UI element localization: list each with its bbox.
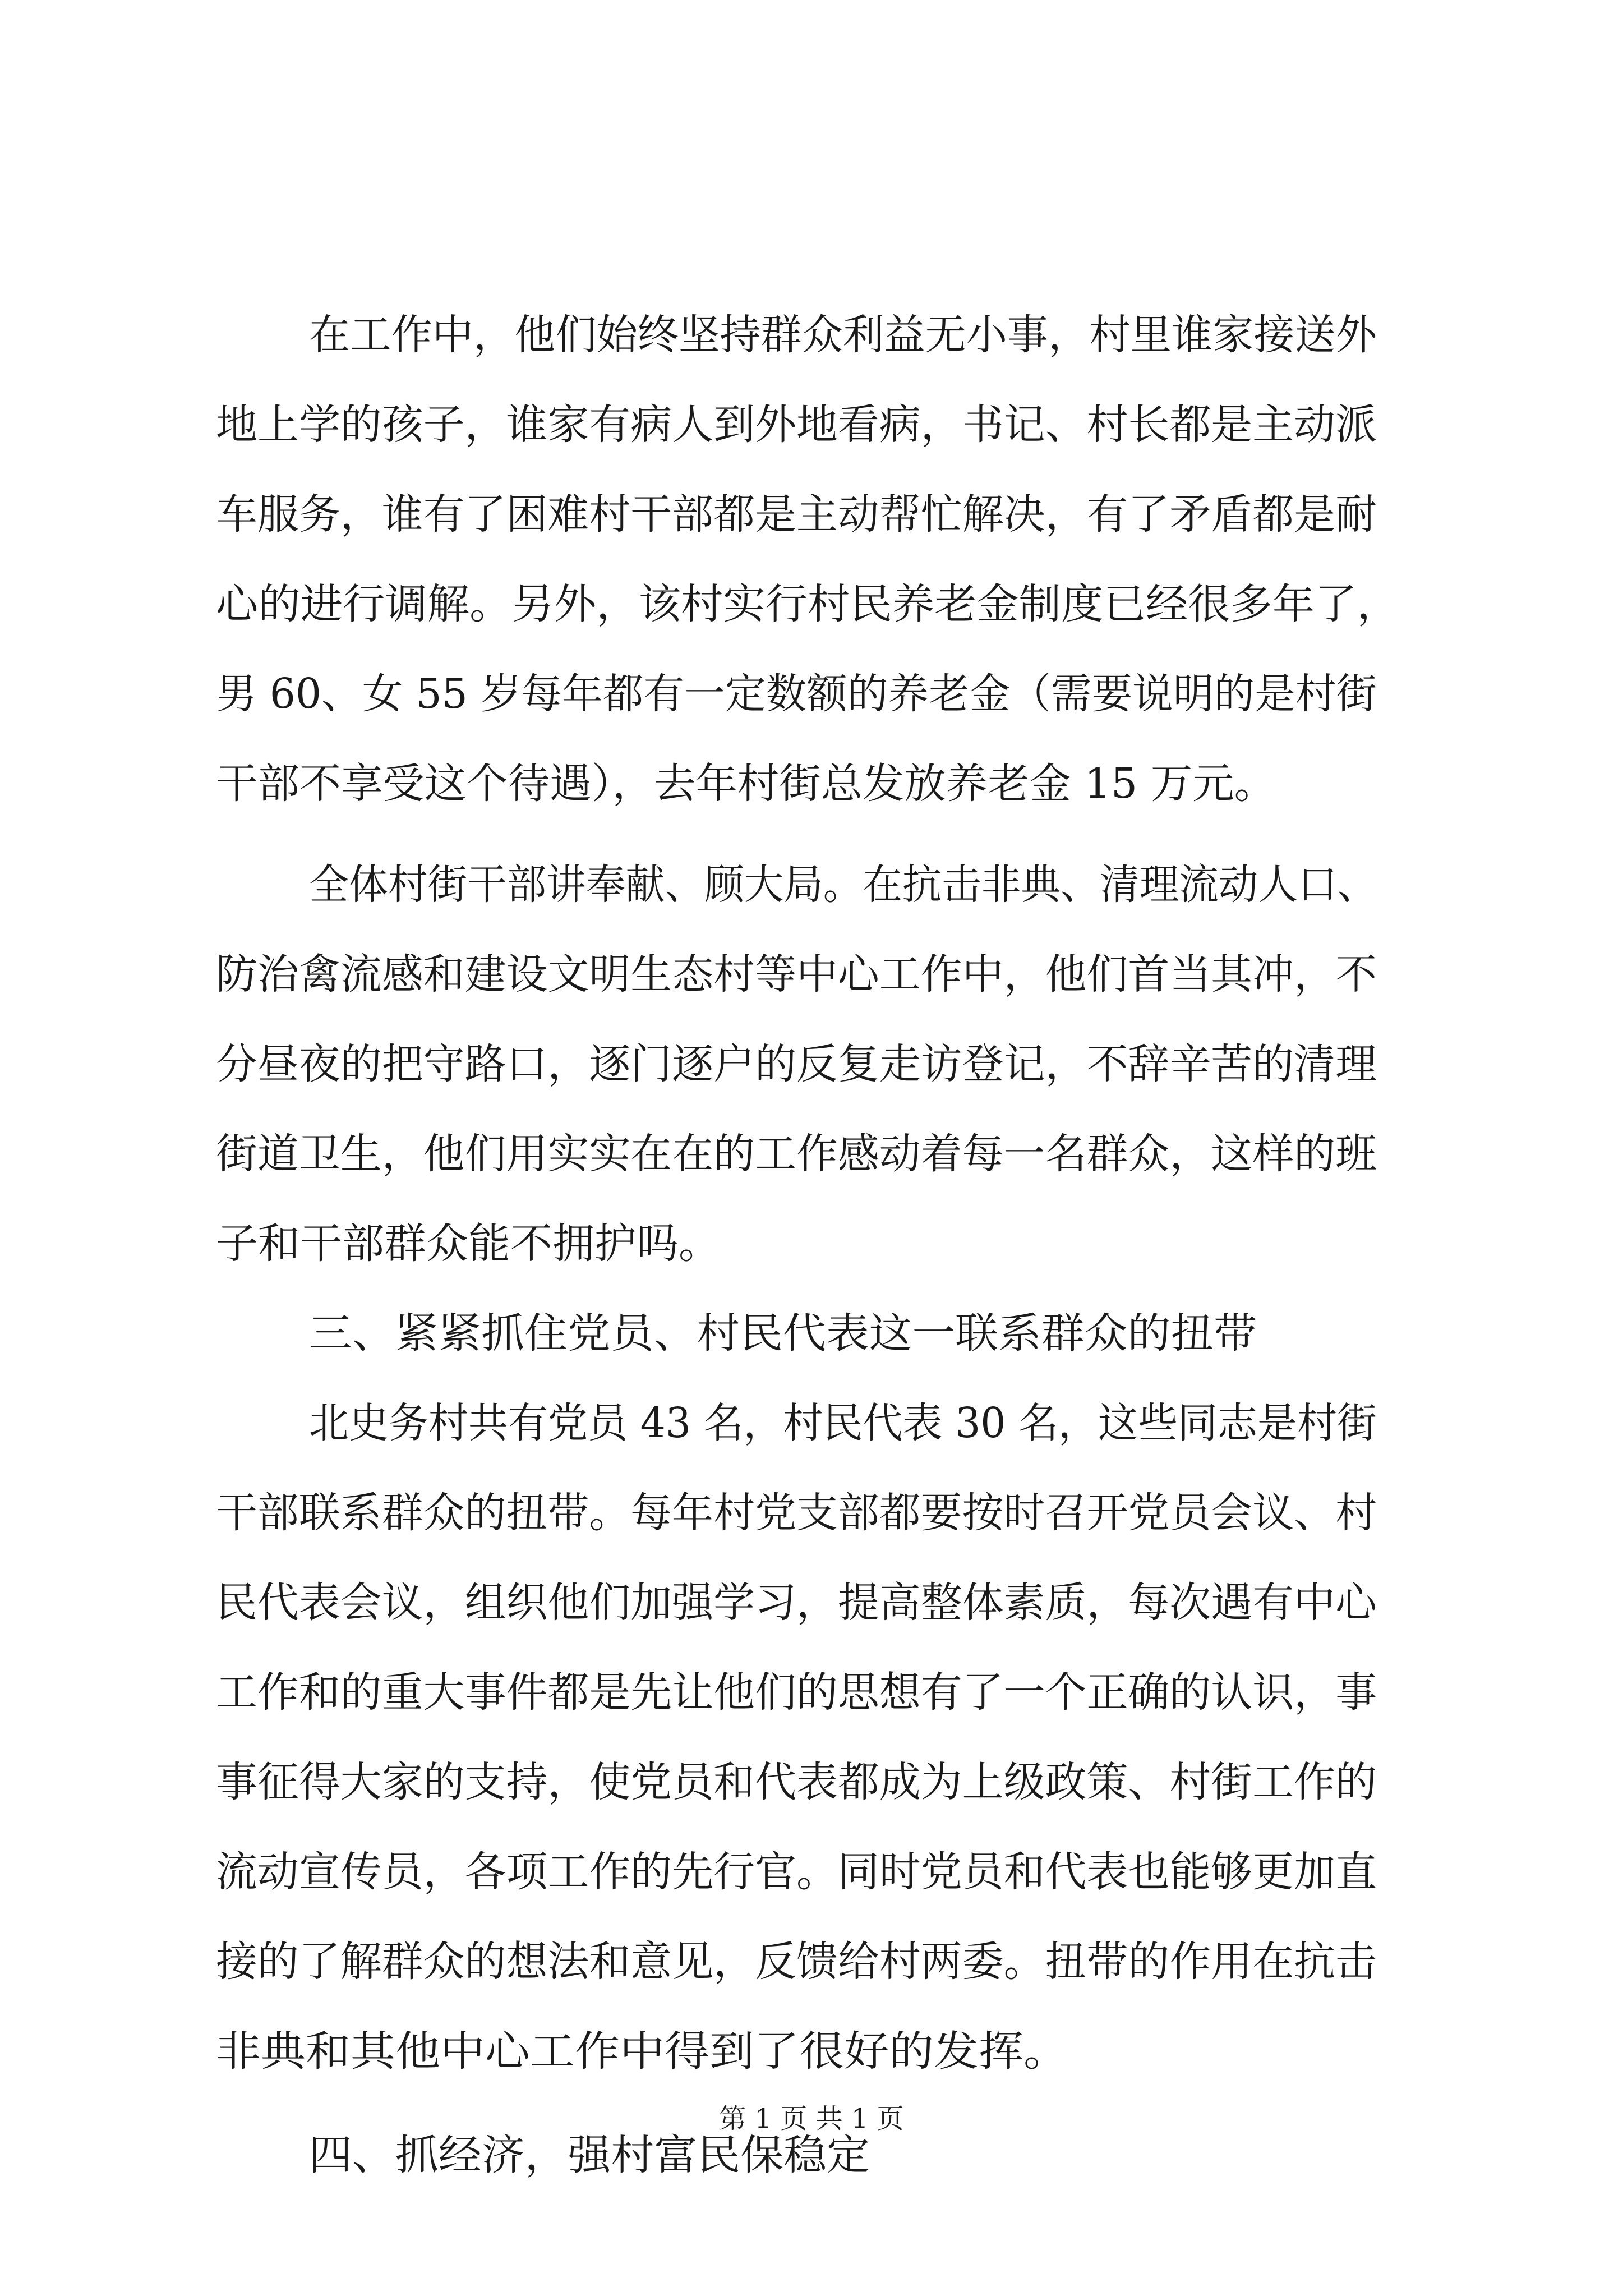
- text-line: 心的进行调解。另外，该村实行村民养老金制度已经很多年了，: [216, 580, 1399, 628]
- text-line: 在工作中，他们始终坚持群众利益无小事，村里谁家接送外: [309, 311, 1377, 359]
- text-line: 事征得大家的支持，使党员和代表都成为上级政策、村街工作的: [216, 1758, 1377, 1806]
- text-line: 地上学的孩子，谁家有病人到外地看病，书记、村长都是主动派: [216, 401, 1377, 449]
- text-line: 街道卫生，他们用实实在在的工作感动着每一名群众，这样的班: [216, 1130, 1377, 1178]
- section-heading: 四、抓经济，强村富民保稳定: [309, 2131, 870, 2179]
- text-line: 分昼夜的把守路口，逐门逐户的反复走访登记，不辞辛苦的清理: [216, 1040, 1377, 1088]
- text-line: 民代表会议，组织他们加强学习，提高整体素质，每次遇有中心: [216, 1579, 1377, 1627]
- text-line: 接的了解群众的想法和意见，反馈给村两委。扭带的作用在抗击: [216, 1938, 1377, 1986]
- text-line: 男 60、女 55 岁每年都有一定数额的养老金（需要说明的是村街: [216, 670, 1377, 718]
- text-line: 车服务，谁有了困难村干部都是主动帮忙解决，有了矛盾都是耐: [216, 490, 1377, 539]
- text-line: 全体村街干部讲奉献、顾大局。在抗击非典、清理流动人口、: [309, 861, 1377, 909]
- text-line: 工作和的重大事件都是先让他们的思想有了一个正确的认识，事: [216, 1668, 1377, 1717]
- text-line: 干部不享受这个待遇），去年村街总发放养老金 15 万元。: [216, 760, 1276, 808]
- text-line: 子和干部群众能不拥护吗。: [216, 1220, 721, 1268]
- text-line: 非典和其他中心工作中得到了很好的发挥。: [216, 2027, 1068, 2076]
- section-heading: 三、紧紧抓住党员、村民代表这一联系群众的扭带: [309, 1309, 1257, 1358]
- text-line: 北史务村共有党员 43 名，村民代表 30 名，这些同志是村街: [309, 1399, 1377, 1447]
- text-line: 防治禽流感和建设文明生态村等中心工作中，他们首当其冲，不: [216, 950, 1377, 999]
- page-number-footer: 第 1 页 共 1 页: [719, 2103, 904, 2134]
- text-line: 流动宣传员，各项工作的先行官。同时党员和代表也能够更加直: [216, 1848, 1377, 1896]
- text-line: 干部联系群众的扭带。每年村党支部都要按时召开党员会议、村: [216, 1489, 1377, 1537]
